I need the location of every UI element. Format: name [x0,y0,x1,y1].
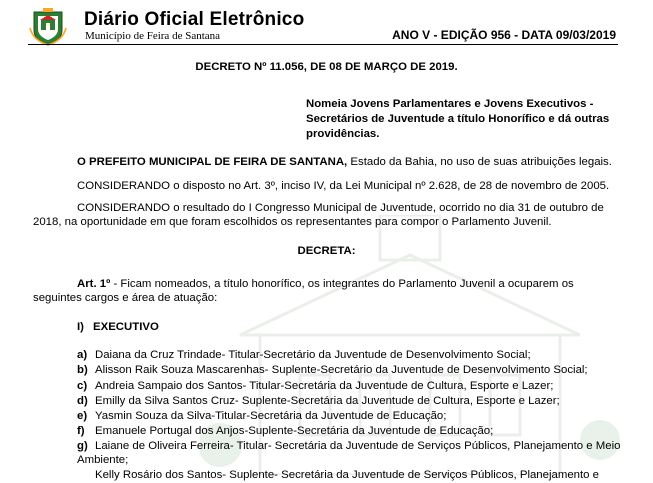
item-letter: c) [77,380,88,392]
preamble-prefeito [77,155,612,170]
article-1-line-1 [77,277,574,292]
item-letter: d) [77,395,88,407]
item-text: Yasmin Souza da Silva-Titular-Secretária da Juventude de Educação; [95,410,447,422]
section-title: EXECUTIVO [93,321,159,333]
decree-title: DECRETO Nº 11.056, DE 08 DE MARÇO DE 2019. [195,61,458,73]
gazette-header [28,8,628,48]
considerando-2-line-2: 2018, na oportunidade em que foram escolhidos os representantes para compor o Parlamento Juvenil. [33,216,552,228]
item-letter: f) [77,425,85,437]
header-divider [28,44,618,45]
item-letter: g) [77,440,88,452]
item-text: Emilly da Silva Santos Cruz- Suplente-Secretária da Juventude de Cultura, Esporte e Lazer; [95,395,560,407]
item-text: Emanuele Portugal dos Anjos-Suplente-Secretária da Juventude de Educação; [95,425,494,437]
item-text: Laiane de Oliveira Ferreira- Titular- Secretária da Juventude de Serviços Públicos, Planejamento e Meio [95,440,621,452]
considerando-1-label: CONSIDERANDO [77,180,171,192]
considerando-2-line-1 [77,201,604,216]
item-text-partial: Kelly Rosário dos Santos- Suplente- Secretária da Juventude de Serviços Públicos, Planejamento e [95,469,600,481]
decreta-heading: DECRETA: [297,245,356,257]
municipality-name: Município de Feira de Santana [85,30,221,42]
considerando-2-label: CONSIDERANDO [77,202,171,214]
item-letter: a) [77,349,88,361]
item-text: Andreia Sampaio dos Santos- Titular-Secretária da Juventude de Cultura, Esporte e Lazer; [95,380,554,392]
considerando-2-text: o resultado do I Congresso Municipal de Juventude, ocorrido no dia 31 de outubro de [170,202,604,214]
article-1-text: - Ficam nomeados, a título honorífico, os integrantes do Parlamento Juvenil a ocuparem os [110,278,574,290]
item-text: Alisson Raik Souza Mascarenhas- Suplente-Secretário da Juventude de Desenvolvimento Social; [95,364,588,376]
considerando-1-text: o disposto no Art. 3º, inciso IV, da Lei Municipal nº 2.628, de 28 de novembro de 2005. [170,180,610,192]
item-text-continuation: Ambiente; [77,454,129,466]
article-1-line-2: seguintes cargos e área de atuação: [33,292,218,304]
prefeito-text: Estado da Bahia, no uso de suas atribuições legais. [347,156,612,168]
ementa-line-3: providências. [306,128,380,140]
ementa-line-1: Nomeia Jovens Parlamentares e Jovens Executivos - [306,98,594,110]
prefeito-label: O PREFEITO MUNICIPAL DE FEIRA DE SANTANA, [77,156,348,168]
edition-info: ANO V - EDIÇÃO 956 - DATA 09/03/2019 [392,28,616,42]
item-text: Daiana da Cruz Trindade- Titular-Secretário da Juventude de Desenvolvimento Social; [95,349,531,361]
considerando-1 [77,179,609,194]
section-number: I) [77,321,84,333]
article-1-label: Art. 1º [77,278,111,290]
item-letter: e) [77,410,88,422]
ementa-line-2: Secretários de Juventude a título Honorífico e dá outras [306,113,610,125]
gazette-title: Diário Oficial Eletrônico [84,9,305,30]
item-letter: b) [77,364,88,376]
municipal-crest-icon [28,8,68,46]
